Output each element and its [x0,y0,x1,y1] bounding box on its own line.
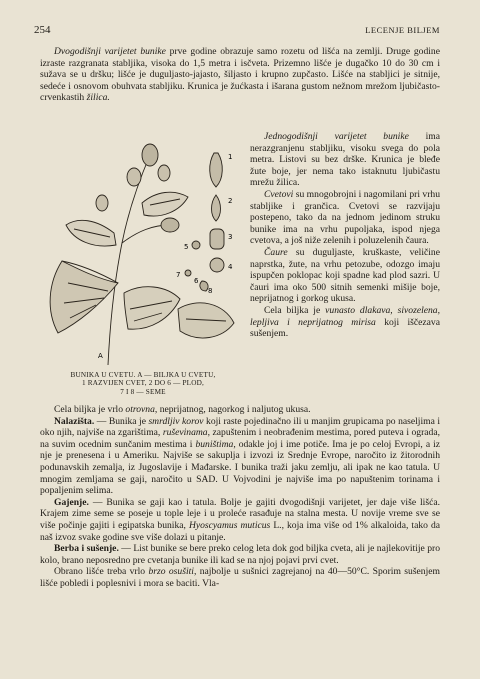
figure-label-4: 4 [228,263,233,271]
right-p1-term: Jednogodišnji varijetet bunike [264,131,409,142]
right-p4-end: koji iščezava sušenjem. [250,316,440,340]
body-p5-b: , najbolje u sušnici zagrejanoj na 40—50°C. Sporim sušenjem lišće pobledi i poplesnivi i mora se baciti. Vla- [40,566,440,589]
nalazista-heading: Nalazišta. [54,415,95,427]
body-p1-term: otrovna [125,404,155,415]
right-column [250,131,440,340]
body-p2-c: , zapuštenim i neobrađenim mestima, pored puteva i ograda, na suvim ocednim sunčanim mestima i [40,427,440,450]
caption-line-3: 7 I 8 — SEME [120,387,166,396]
body-p5-term: brzo osušiti [148,566,194,578]
body-p1-end: , neprijatnog, nagorkog i naljutog ukusa. [154,404,311,415]
intro-paragraph [40,46,440,104]
body-p2-d: , odakle joj i ime potiče. Ima je po celoj Evropi, a iz nje je prenesena i u Ameriku. Najviše se sakuplja i izvozi iz Srednje Evrope, naročito iz žitorodnih podunavskih zemalja, iz Jugoslavije i Mađarske. I bunika traži jaku zemlju, ali ipak ne kao tatula. U mnogim zemljama se gaji, naročito u SAD. U Vojvodini je najviše ima po napuštenim torinama i popaljenim selima. [40,438,440,497]
right-p4-term: vunasto dlakava, sivozelena, lepljiva i neprijatnog mirisa [250,304,440,328]
body-paragraph-1 [40,404,440,416]
body-paragraph-2 [40,416,440,497]
running-title: LECENJE BILJEM [365,25,440,35]
right-p3-term: Čaure [264,246,288,258]
body-paragraph-3 [40,497,440,543]
body-p2-term2: ruševinama [162,427,208,439]
body-p4-text: — List bunike se bere preko celog leta dok god biljka cveta, ali je najlekovitije pro kolo, brano neposredno pre cvetanja bunike ili kad se na njoj pojavi prvi cvet. [40,543,440,566]
body-p2-term1: smrdljiv korov [148,415,204,427]
berba-heading: Berba i sušenje. [54,543,119,555]
figure-label-7: 7 [176,271,181,279]
figure-label-3: 3 [228,233,233,241]
plant-drawing [38,133,243,368]
figure-label-8: 8 [208,287,213,295]
body-p2-b: koji raste pojedinačno ili u manjim grupicama po naseljima i oko njih, najviše na zgarištima, [40,415,440,439]
body-p1-start: Cela biljka je vrlo [54,404,126,415]
figure-label-6: 6 [194,277,199,285]
figure-label-a: A [98,352,103,360]
figure-caption [38,371,248,396]
figure-label-5: 5 [184,243,189,251]
intro-term: Dvogodišnji varijetet bunike [54,46,166,57]
right-p2-text: su mnogobrojni i nagomilani pri vrhu stabljike i grančica. Cvetovi se razvijaju postepeno, tako da na jednom jedinom struku bunike ima na vrhu pupoljaka, ispod njega cvetova, a još niže zelenih i poluzelenih čaura. [250,188,440,247]
body-p3-b: L., koja ima više od 1% alkaloida, tako da naš izvoz svake godine sve više dolazi u pitanje. [40,519,440,543]
figure-label-1: 1 [228,153,233,161]
caption-line-2: 1 RAZVIJEN CVET, 2 DO 6 — PLOD, [81,379,205,388]
caption-line-1: BUNIKA U CVETU. A — BILJKA U CVETU, [70,371,216,379]
body-p2-a: — Bunika je [94,415,149,427]
right-p4-start: Cela biljka je [264,304,326,316]
page-number: 254 [34,24,51,36]
right-p3-text: su duguljaste, kruškaste, veličine naprstka, žute, na vrhu petozube, odozgo imaju ispupčen poklopac koji spadne kad plod sazri. U čauri ima oko 500 sitnih semenki mišije boje, neprijatnog i gorkog ukusa. [250,246,440,305]
intro-end-term: žilica. [86,92,110,104]
body-p3-term: Hyoscyamus muticus [188,519,271,531]
body-p3-a: — Bunika se gaji kao i tatula. Bolje je gajiti dvogodišnji varijetet, jer daje više lišća. Krajem zime seme se poseje u tople leje i u proleće rasađuje na stalna mesta. U novije vreme sve se više počinje gajiti i egipatska bunika, [40,496,440,531]
body-paragraph-5 [40,566,440,589]
body-paragraph-4 [40,543,440,566]
body-text [40,404,440,590]
bunika-illustration [38,133,243,368]
intro-text: prve godine obrazuje samo rozetu od lišća na zemlji. Druge godine izraste razgranata stabljika, visoka do 1,5 metra i isčveta. Prizemno lišće je dugačko 10 do 30 cm i sužava se u dršku; lišće je duguljasto-jajasto, šiljasto i krupno zupčasto. Lišće na stabljici je sitnije, sedeće i osnovom obuhvata stabljiku. Krunica je žućkasta i išarana gustom nežnom mrežom ljubičasto-crvenkastih [40,46,440,104]
body-p5-a: Obrano lišće treba vrlo [54,566,149,578]
gajenje-heading: Gajenje. [54,496,89,508]
body-p2-term3: buništima [195,438,234,450]
right-p2-term: Cvetovi [264,188,294,200]
right-p1-text: ima nerazgranjenu stabljiku, visoku svega do pola metra. Listovi su bez drške. Krunica je bleđe žute boje, jer nema tako istaknutu ljubičastu mrežu žilica. [250,131,440,189]
figure-label-2: 2 [228,197,233,205]
